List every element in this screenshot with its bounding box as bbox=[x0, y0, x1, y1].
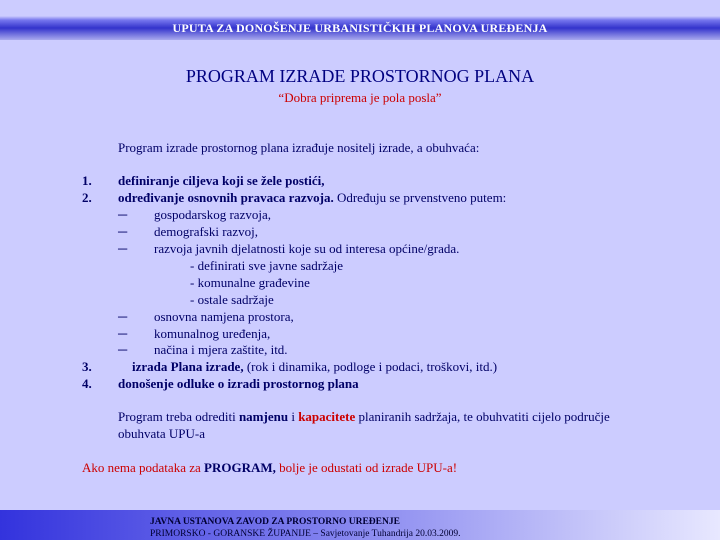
item-bold-text: određivanje osnovnih pravaca razvoja. bbox=[118, 190, 334, 205]
dash-bullet: ─ bbox=[118, 326, 128, 341]
item-text: donošenje odluke o izradi prostornog plana bbox=[118, 376, 359, 391]
sub-item-text: demografski razvoj, bbox=[154, 224, 258, 239]
sub-item-text: razvoja javnih djelatnosti koje su od interesa općine/grada. bbox=[154, 241, 460, 256]
footer-org-name: JAVNA USTANOVA ZAVOD ZA PROSTORNO UREĐENJE bbox=[150, 517, 400, 527]
dash-bullet: ─ bbox=[118, 342, 128, 357]
slide-subtitle: “Dobra priprema je pola posla” bbox=[278, 90, 442, 105]
warning-note bbox=[82, 460, 457, 476]
dash-bullet: ─ bbox=[118, 224, 128, 239]
item-rest-text: Određuju se prvenstveno putem: bbox=[333, 190, 507, 205]
sub-item-text: osnovna namjena prostora, bbox=[154, 309, 294, 324]
note-text: Ako nema podataka za bbox=[82, 460, 205, 475]
footer-event-line: PRIMORSKO - GORANSKE ŽUPANIJE – Savjetovanje Tuhandrija 20.03.2009. bbox=[150, 529, 461, 539]
item-number: 4. bbox=[82, 376, 92, 391]
note-emphasis: PROGRAM, bbox=[204, 460, 276, 475]
paragraph-text: planiranih sadržaja, te obuhvatiti cijelo područje obuhvata UPU-a bbox=[118, 409, 610, 441]
paragraph-text: Program treba odrediti bbox=[118, 409, 239, 424]
paragraph-text: i bbox=[288, 409, 299, 424]
slide-title: PROGRAM IZRADE PROSTORNOG PLANA bbox=[185, 66, 535, 86]
item-bold-text: izrada Plana izrade, bbox=[132, 359, 244, 374]
sub-item-text: gospodarskog razvoja, bbox=[154, 207, 271, 222]
note-text: bolje je odustati od izrade UPU-a! bbox=[275, 460, 458, 475]
header-banner bbox=[0, 0, 720, 40]
nested-item: - ostale sadržaje bbox=[190, 292, 274, 307]
dash-bullet: ─ bbox=[118, 241, 128, 256]
item-rest-text: (rok i dinamika, podloge i podaci, troškovi, itd.) bbox=[243, 359, 498, 374]
footer-bar bbox=[0, 510, 720, 540]
header-banner-text: UPUTA ZA DONOŠENJE URBANISTIČKIH PLANOVA UREĐENJA bbox=[172, 21, 548, 35]
dash-bullet: ─ bbox=[118, 207, 128, 222]
nested-item: - komunalne građevine bbox=[190, 275, 310, 290]
intro-text: Program izrade prostornog plana izrađuje nositelj izrade, a obuhvaća: bbox=[118, 140, 480, 155]
dash-bullet: ─ bbox=[118, 309, 128, 324]
paragraph-emphasis: namjenu bbox=[238, 409, 289, 424]
item-number: 2. bbox=[82, 190, 92, 205]
item-number: 1. bbox=[82, 173, 92, 188]
sub-item-text: načina i mjera zaštite, itd. bbox=[154, 342, 288, 357]
paragraph-emphasis: kapacitete bbox=[298, 409, 356, 424]
program-paragraph bbox=[118, 408, 618, 442]
sub-item-text: komunalnog uređenja, bbox=[154, 326, 271, 341]
item-text: definiranje ciljeva koji se žele postići, bbox=[118, 173, 325, 188]
nested-item: - definirati sve javne sadržaje bbox=[190, 258, 344, 273]
list-item bbox=[132, 359, 497, 375]
list-item bbox=[118, 190, 506, 206]
item-number: 3. bbox=[82, 359, 92, 374]
